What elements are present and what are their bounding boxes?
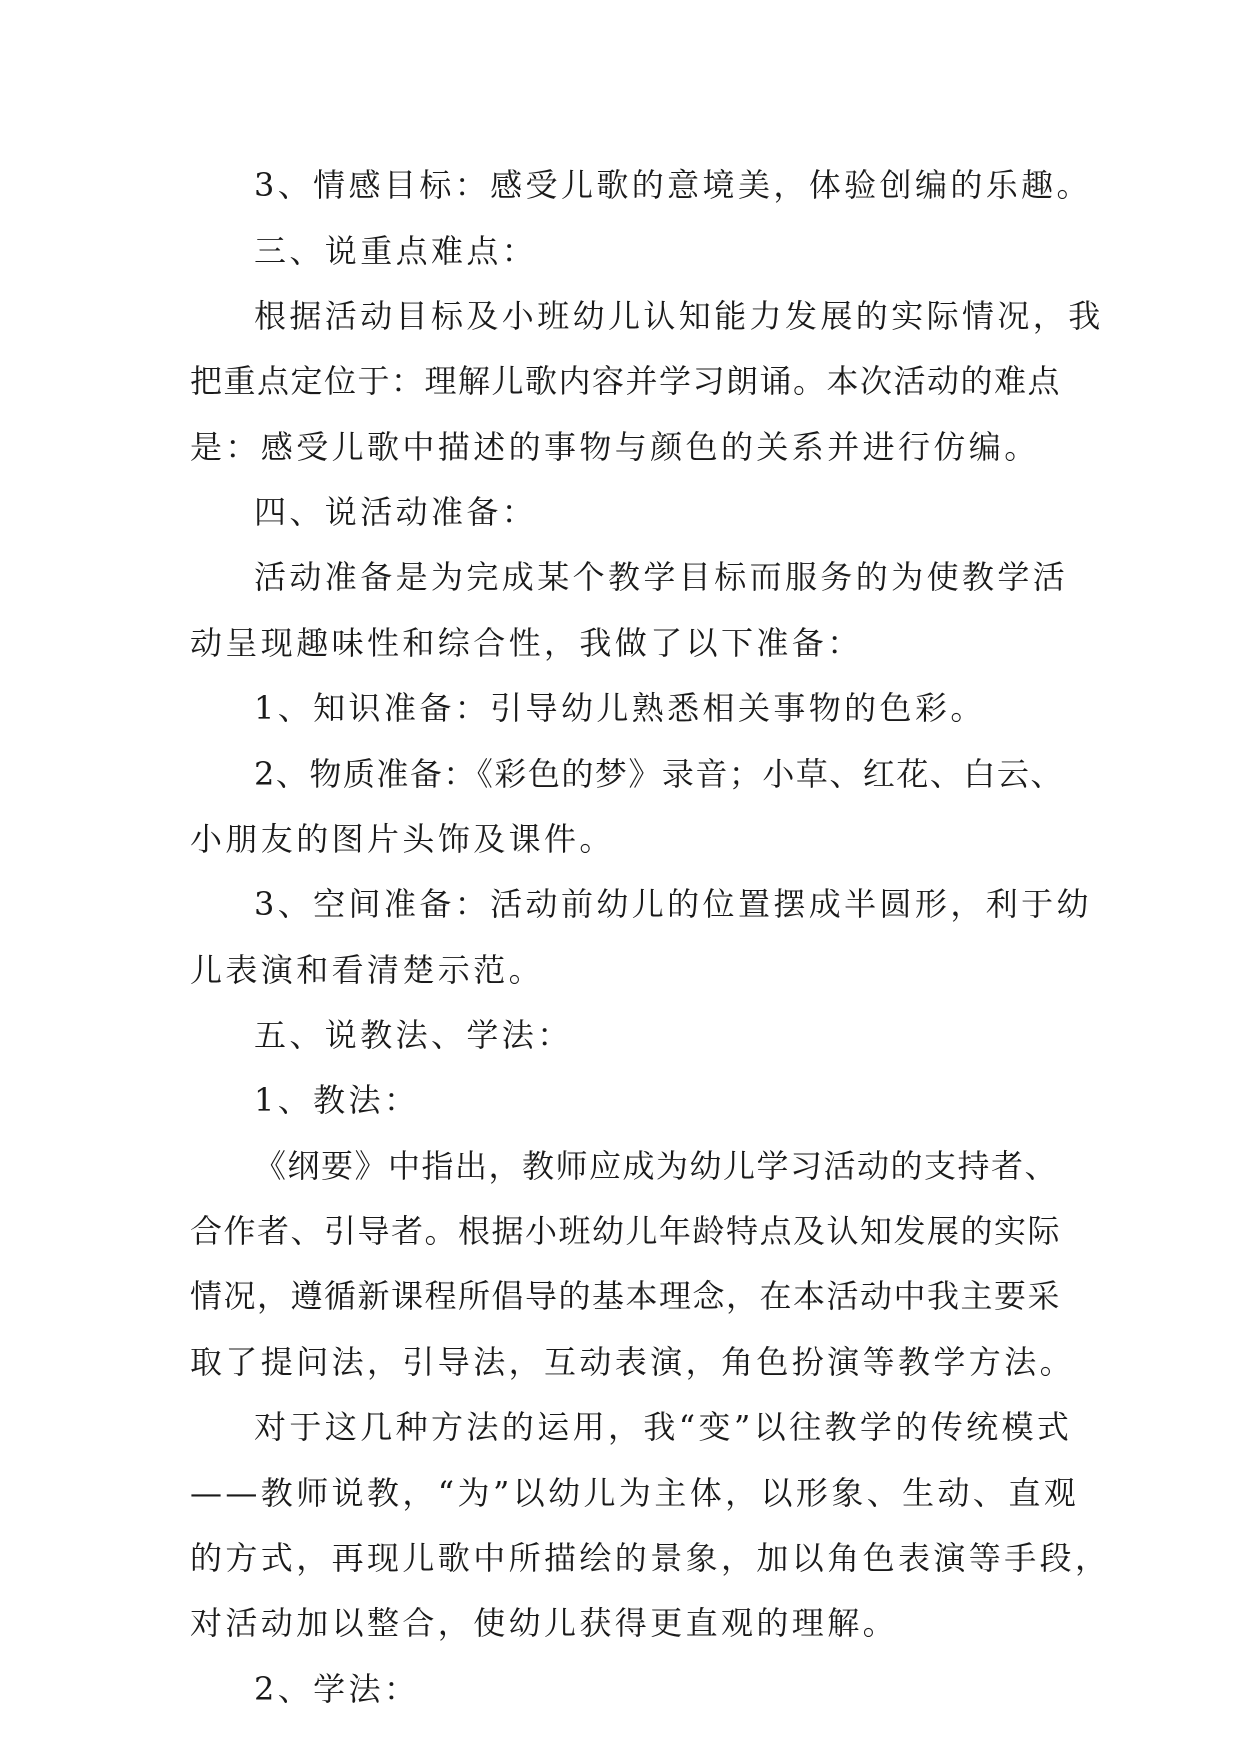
paragraph-line: 是：感受儿歌中描述的事物与颜色的关系并进行仿编。 xyxy=(190,428,1040,466)
subheading-learning-method: 2、学法： xyxy=(254,1670,420,1708)
paragraph-line: 把重点定位于：理解儿歌内容并学习朗诵。本次活动的难点 xyxy=(190,362,1062,400)
paragraph-line: ——教师说教，“为”以幼儿为主体，以形象、生动、直观 xyxy=(190,1474,1080,1512)
section-heading-preparation: 四、说活动准备： xyxy=(254,493,538,531)
paragraph-line: 情况，遵循新课程所倡导的基本理念，在本活动中我主要采 xyxy=(190,1277,1062,1315)
paragraph-line: 取了提问法，引导法，互动表演，角色扮演等教学方法。 xyxy=(190,1343,1076,1381)
paragraph-line: 对活动加以整合，使幼儿获得更直观的理解。 xyxy=(190,1604,899,1642)
paragraph-line: 儿表演和看清楚示范。 xyxy=(190,951,545,989)
paragraph-line: 动呈现趣味性和综合性，我做了以下准备： xyxy=(190,624,863,662)
paragraph-line-prep-3: 3、空间准备：活动前幼儿的位置摆成半圆形，利于幼 xyxy=(254,885,1092,923)
paragraph-line-prep-2: 2、物质准备：《彩色的梦》录音；小草、红花、白云、 xyxy=(254,755,1064,793)
section-heading-key-points: 三、说重点难点： xyxy=(254,232,538,270)
paragraph-line: 的方式，再现儿歌中所描绘的景象，加以角色表演等手段， xyxy=(190,1539,1111,1577)
section-heading-methods: 五、说教法、学法： xyxy=(254,1016,573,1054)
paragraph-line-prep-1: 1、知识准备：引导幼儿熟悉相关事物的色彩。 xyxy=(254,689,986,727)
subheading-teaching-method: 1、教法： xyxy=(254,1081,420,1119)
paragraph-line: 《纲要》中指出，教师应成为幼儿学习活动的支持者、 xyxy=(254,1147,1059,1185)
paragraph-line-goal-3: 3、情感目标：感受儿歌的意境美，体验创编的乐趣。 xyxy=(254,166,1092,204)
paragraph-line: 小朋友的图片头饰及课件。 xyxy=(190,820,615,858)
paragraph-line: 活动准备是为完成某个教学目标而服务的为使教学活 xyxy=(254,558,1069,596)
paragraph-line: 根据活动目标及小班幼儿认知能力发展的实际情况，我 xyxy=(254,297,1104,335)
paragraph-line: 对于这几种方法的运用，我“变”以往教学的传统模式 xyxy=(254,1408,1073,1446)
paragraph-line: 合作者、引导者。根据小班幼儿年龄特点及认知发展的实际 xyxy=(190,1212,1062,1250)
